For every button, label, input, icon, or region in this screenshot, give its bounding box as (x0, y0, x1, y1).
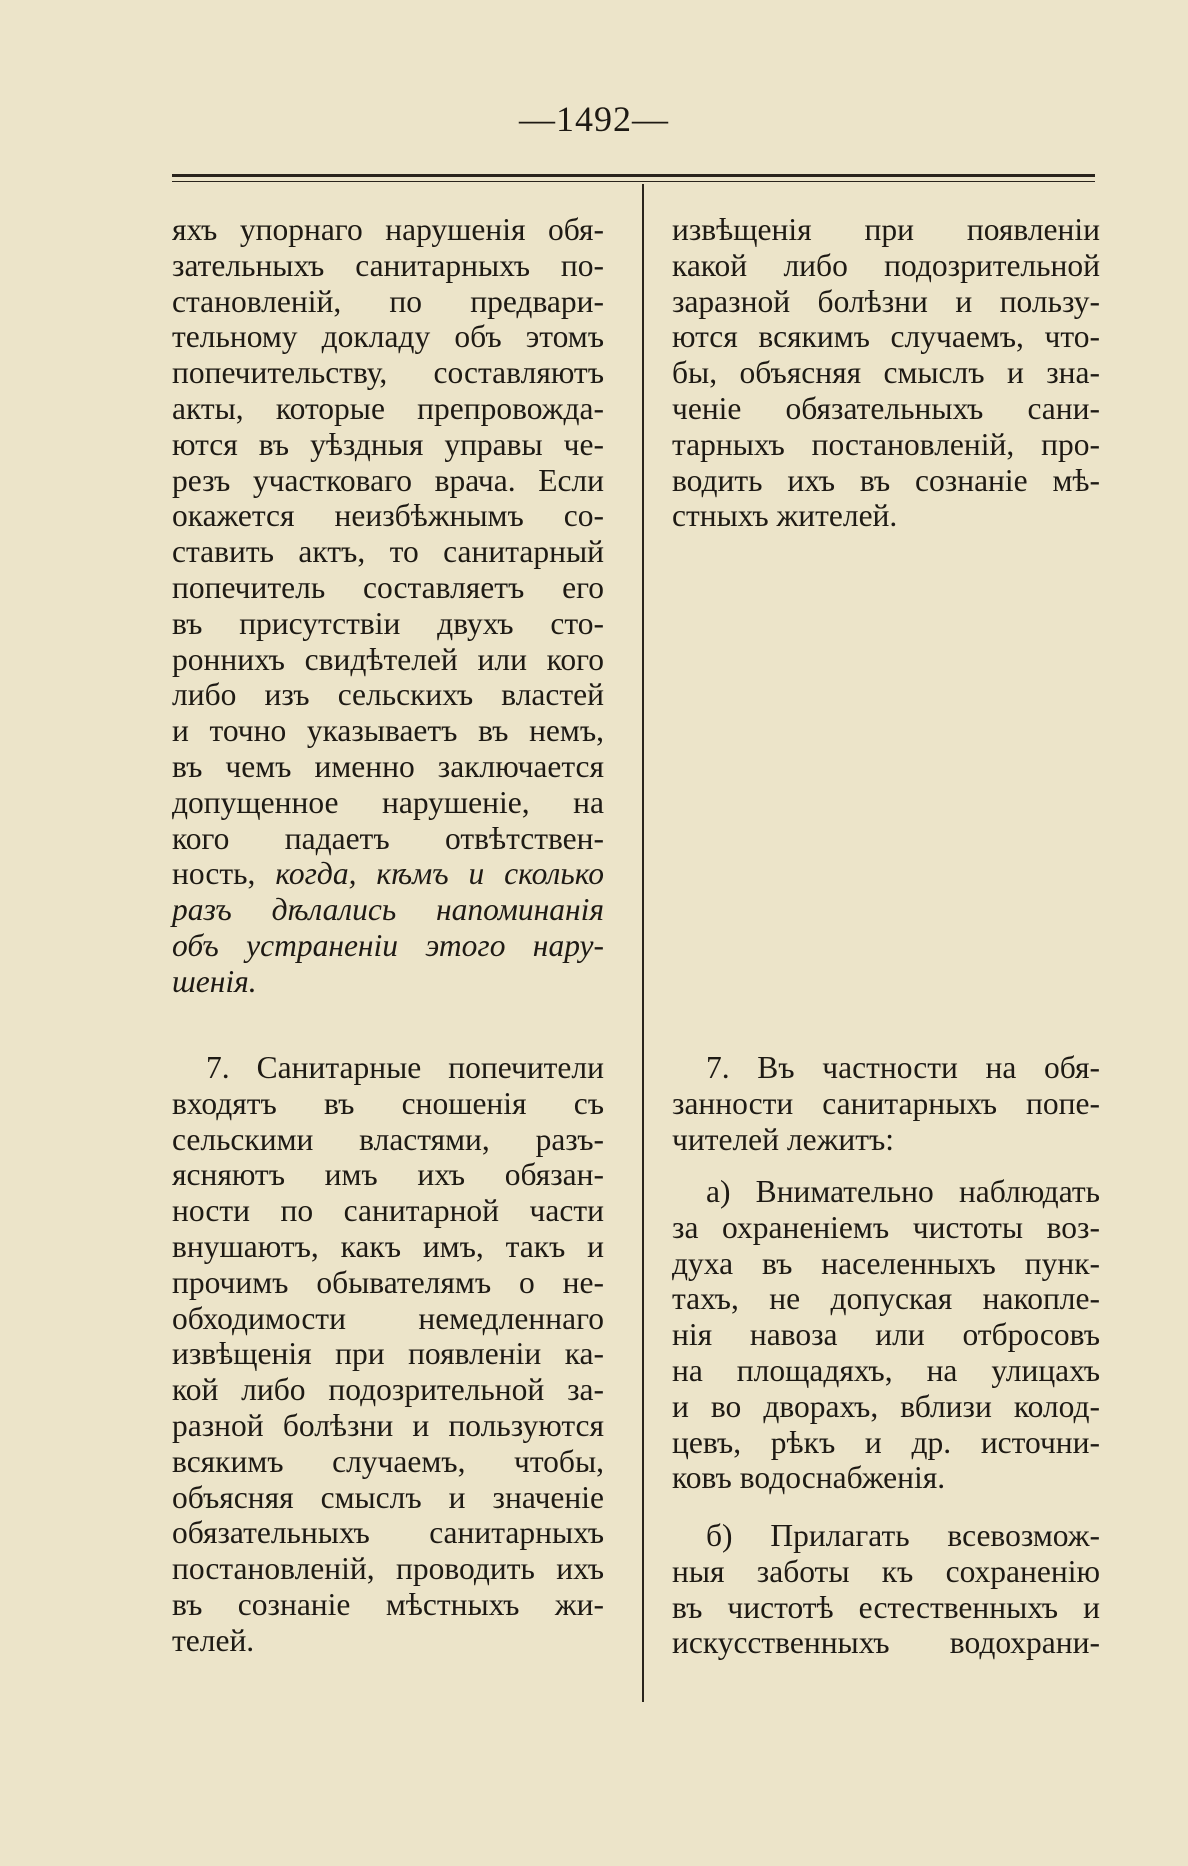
item-a (672, 1174, 1100, 1496)
column-divider (642, 184, 644, 1702)
text-line: нія навоза или отбросовъ (672, 1317, 1100, 1353)
text-line: какой либо подозрительной (672, 247, 1100, 283)
text-line: внушаютъ, какъ имъ, такъ и (172, 1228, 604, 1264)
text-line: ныя заботы къ сохраненію (672, 1553, 1100, 1589)
item-b (672, 1518, 1100, 1661)
text-line: попечительству, составляютъ (172, 355, 604, 391)
text-line-mixed (172, 856, 604, 892)
text-line: ченіе обязательныхъ сани- (672, 390, 1100, 426)
text-line: обходимости немедленнаго (172, 1300, 604, 1336)
text-line: объясняя смыслъ и значеніе (172, 1479, 604, 1515)
text-line: яхъ упорнаго нарушенія обя- (172, 212, 604, 247)
section-7-left (172, 1050, 604, 1659)
text-line: занности санитарныхъ попе- (672, 1085, 1100, 1121)
text-line: въ присутствіи двухъ сто- (172, 605, 604, 641)
right-paragraph-continued (672, 212, 1100, 534)
header-rule (172, 174, 1095, 177)
plain-text: ность, (172, 856, 276, 892)
text-line: тахъ, не допуская накопле- (672, 1281, 1100, 1317)
text-line: въ сознаніе мѣстныхъ жи- (172, 1586, 604, 1622)
text-line: становленій, по предвари- (172, 283, 604, 319)
left-paragraph-continued (172, 212, 604, 1000)
text-line: ются всякимъ случаемъ, что- (672, 319, 1100, 355)
text-line: постановленій, проводить ихъ (172, 1551, 604, 1587)
text-line: входятъ въ сношенія съ (172, 1085, 604, 1121)
text-line: заразной болѣзни и пользу- (672, 283, 1100, 319)
text-line: телей. (172, 1622, 255, 1658)
text-line: водить ихъ въ сознаніе мѣ- (672, 462, 1100, 498)
section-7-right (672, 1050, 1100, 1157)
text-line: ясняютъ имъ ихъ обязан- (172, 1157, 604, 1193)
text-line: кого падаетъ отвѣтствен- (172, 820, 604, 856)
text-line: прочимъ обывателямъ о не- (172, 1264, 604, 1300)
text-line: ковъ водоснабженія. (672, 1460, 946, 1496)
text-line: на площадяхъ, на улицахъ (672, 1352, 1100, 1388)
italic-line: объ устраненіи этого нару- (172, 927, 604, 963)
text-line: 7. Въ частности на обя- (706, 1050, 1100, 1085)
page-number: —1492— (519, 99, 669, 139)
italic-line: шенія. (172, 963, 257, 999)
text-line: тарныхъ постановленій, про- (672, 426, 1100, 462)
text-line: въ чистотѣ естественныхъ и (672, 1589, 1100, 1625)
text-line: сельскими властями, разъ- (172, 1121, 604, 1157)
text-line: искусственныхъ водохрани- (672, 1625, 1100, 1661)
text-line: кой либо подозрительной за- (172, 1372, 604, 1408)
text-line: разной болѣзни и пользуются (172, 1407, 604, 1443)
text-line: окажется неизбѣжнымъ со- (172, 498, 604, 534)
text-line: б) Прилагать всевозмож- (706, 1518, 1100, 1553)
text-line: акты, которые препровожда- (172, 390, 604, 426)
text-line: и точно указываетъ въ немъ, (172, 713, 604, 749)
italic-text: когда, кѣмъ и сколько (275, 856, 604, 892)
text-line: ются въ уѣздныя управы че- (172, 426, 604, 462)
text-line: и во дворахъ, вблизи колод- (672, 1388, 1100, 1424)
text-line: попечитель составляетъ его (172, 569, 604, 605)
text-line: либо изъ сельскихъ властей (172, 677, 604, 713)
text-line: стныхъ жителей. (672, 498, 898, 534)
text-line: допущенное нарушеніе, на (172, 784, 604, 820)
header-rule-thin (172, 181, 1095, 182)
text-line: зательныхъ санитарныхъ по- (172, 247, 604, 283)
text-line: цевъ, рѣкъ и др. источни- (672, 1424, 1100, 1460)
text-line: чителей лежитъ: (672, 1121, 895, 1157)
text-line: извѣщенія при появленіи ка- (172, 1336, 604, 1372)
text-line: въ чемъ именно заключается (172, 748, 604, 784)
text-line: ставить актъ, то санитарный (172, 534, 604, 570)
text-line: бы, объясняя смыслъ и зна- (672, 355, 1100, 391)
text-line: ности по санитарной части (172, 1193, 604, 1229)
text-line: духа въ населенныхъ пунк- (672, 1245, 1100, 1281)
text-line: за охраненіемъ чистоты воз- (672, 1209, 1100, 1245)
text-line: обязательныхъ санитарныхъ (172, 1515, 604, 1551)
text-line: тельному докладу объ этомъ (172, 319, 604, 355)
text-line: 7. Санитарные попечители (206, 1050, 604, 1085)
italic-line: разъ дѣлались напоминанія (172, 892, 604, 928)
text-line: а) Внимательно наблюдать (706, 1174, 1100, 1209)
text-line: резъ участковаго врача. Если (172, 462, 604, 498)
text-line: всякимъ случаемъ, чтобы, (172, 1443, 604, 1479)
text-line: извѣщенія при появленіи (672, 212, 1100, 247)
text-line: роннихъ свидѣтелей или кого (172, 641, 604, 677)
